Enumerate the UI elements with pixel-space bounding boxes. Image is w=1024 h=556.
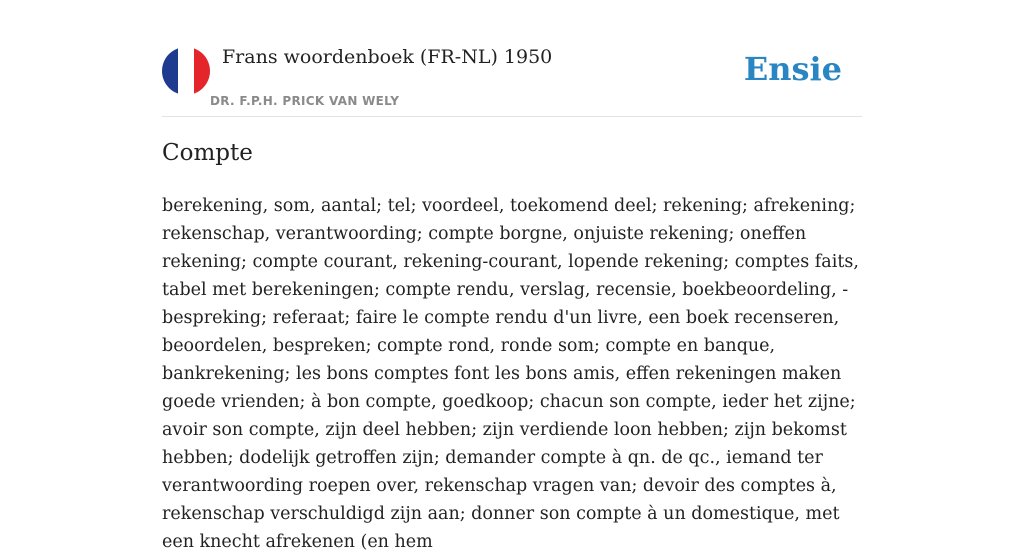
flag-stripe-red	[194, 47, 210, 95]
dictionary-author: DR. F.P.H. PRICK VAN WELY	[210, 94, 400, 108]
page	[162, 0, 862, 552]
french-flag-icon	[162, 47, 210, 95]
flag-stripe-blue	[162, 47, 178, 95]
dictionary-title[interactable]: Frans woordenboek (FR-NL) 1950	[222, 46, 553, 68]
entry-headword: Compte	[162, 140, 253, 166]
brand-logo-link[interactable]: Ensie	[743, 50, 842, 88]
entry-definition: berekening, som, aantal; tel; voordeel, toekomend deel; rekening; afrekening; rekenschap, verantwoording; compte borgne, onjuiste rekening; oneffen rekening; compte courant, rekening-courant, lopende rekening; comptes faits, tabel met berekeningen; compte rendu, verslag, recensie, boekbeoordeling, -bespreking; referaat; faire le compte rendu d'un livre, een boek recenseren, beoordelen, bespreken; compte rond, ronde som; compte en banque, bankrekening; les bons comptes font les bons amis, effen rekeningen maken goede vrienden; à bon compte, goedkoop; chacun son compte, ieder het zijne; avoir son compte, zijn deel hebben; zijn verdiende loon hebben; zijn bekomst hebben; dodelijk getroffen zijn; demander compte à qn. de qc., iemand ter verantwoording roepen over, rekenschap vragen van; devoir des comptes à, rekenschap verschuldigd zijn aan; donner son compte à un domestique, met een knecht afrekenen (en hem	[162, 196, 859, 552]
dictionary-header	[162, 0, 862, 117]
flag-stripe-white	[178, 47, 194, 95]
